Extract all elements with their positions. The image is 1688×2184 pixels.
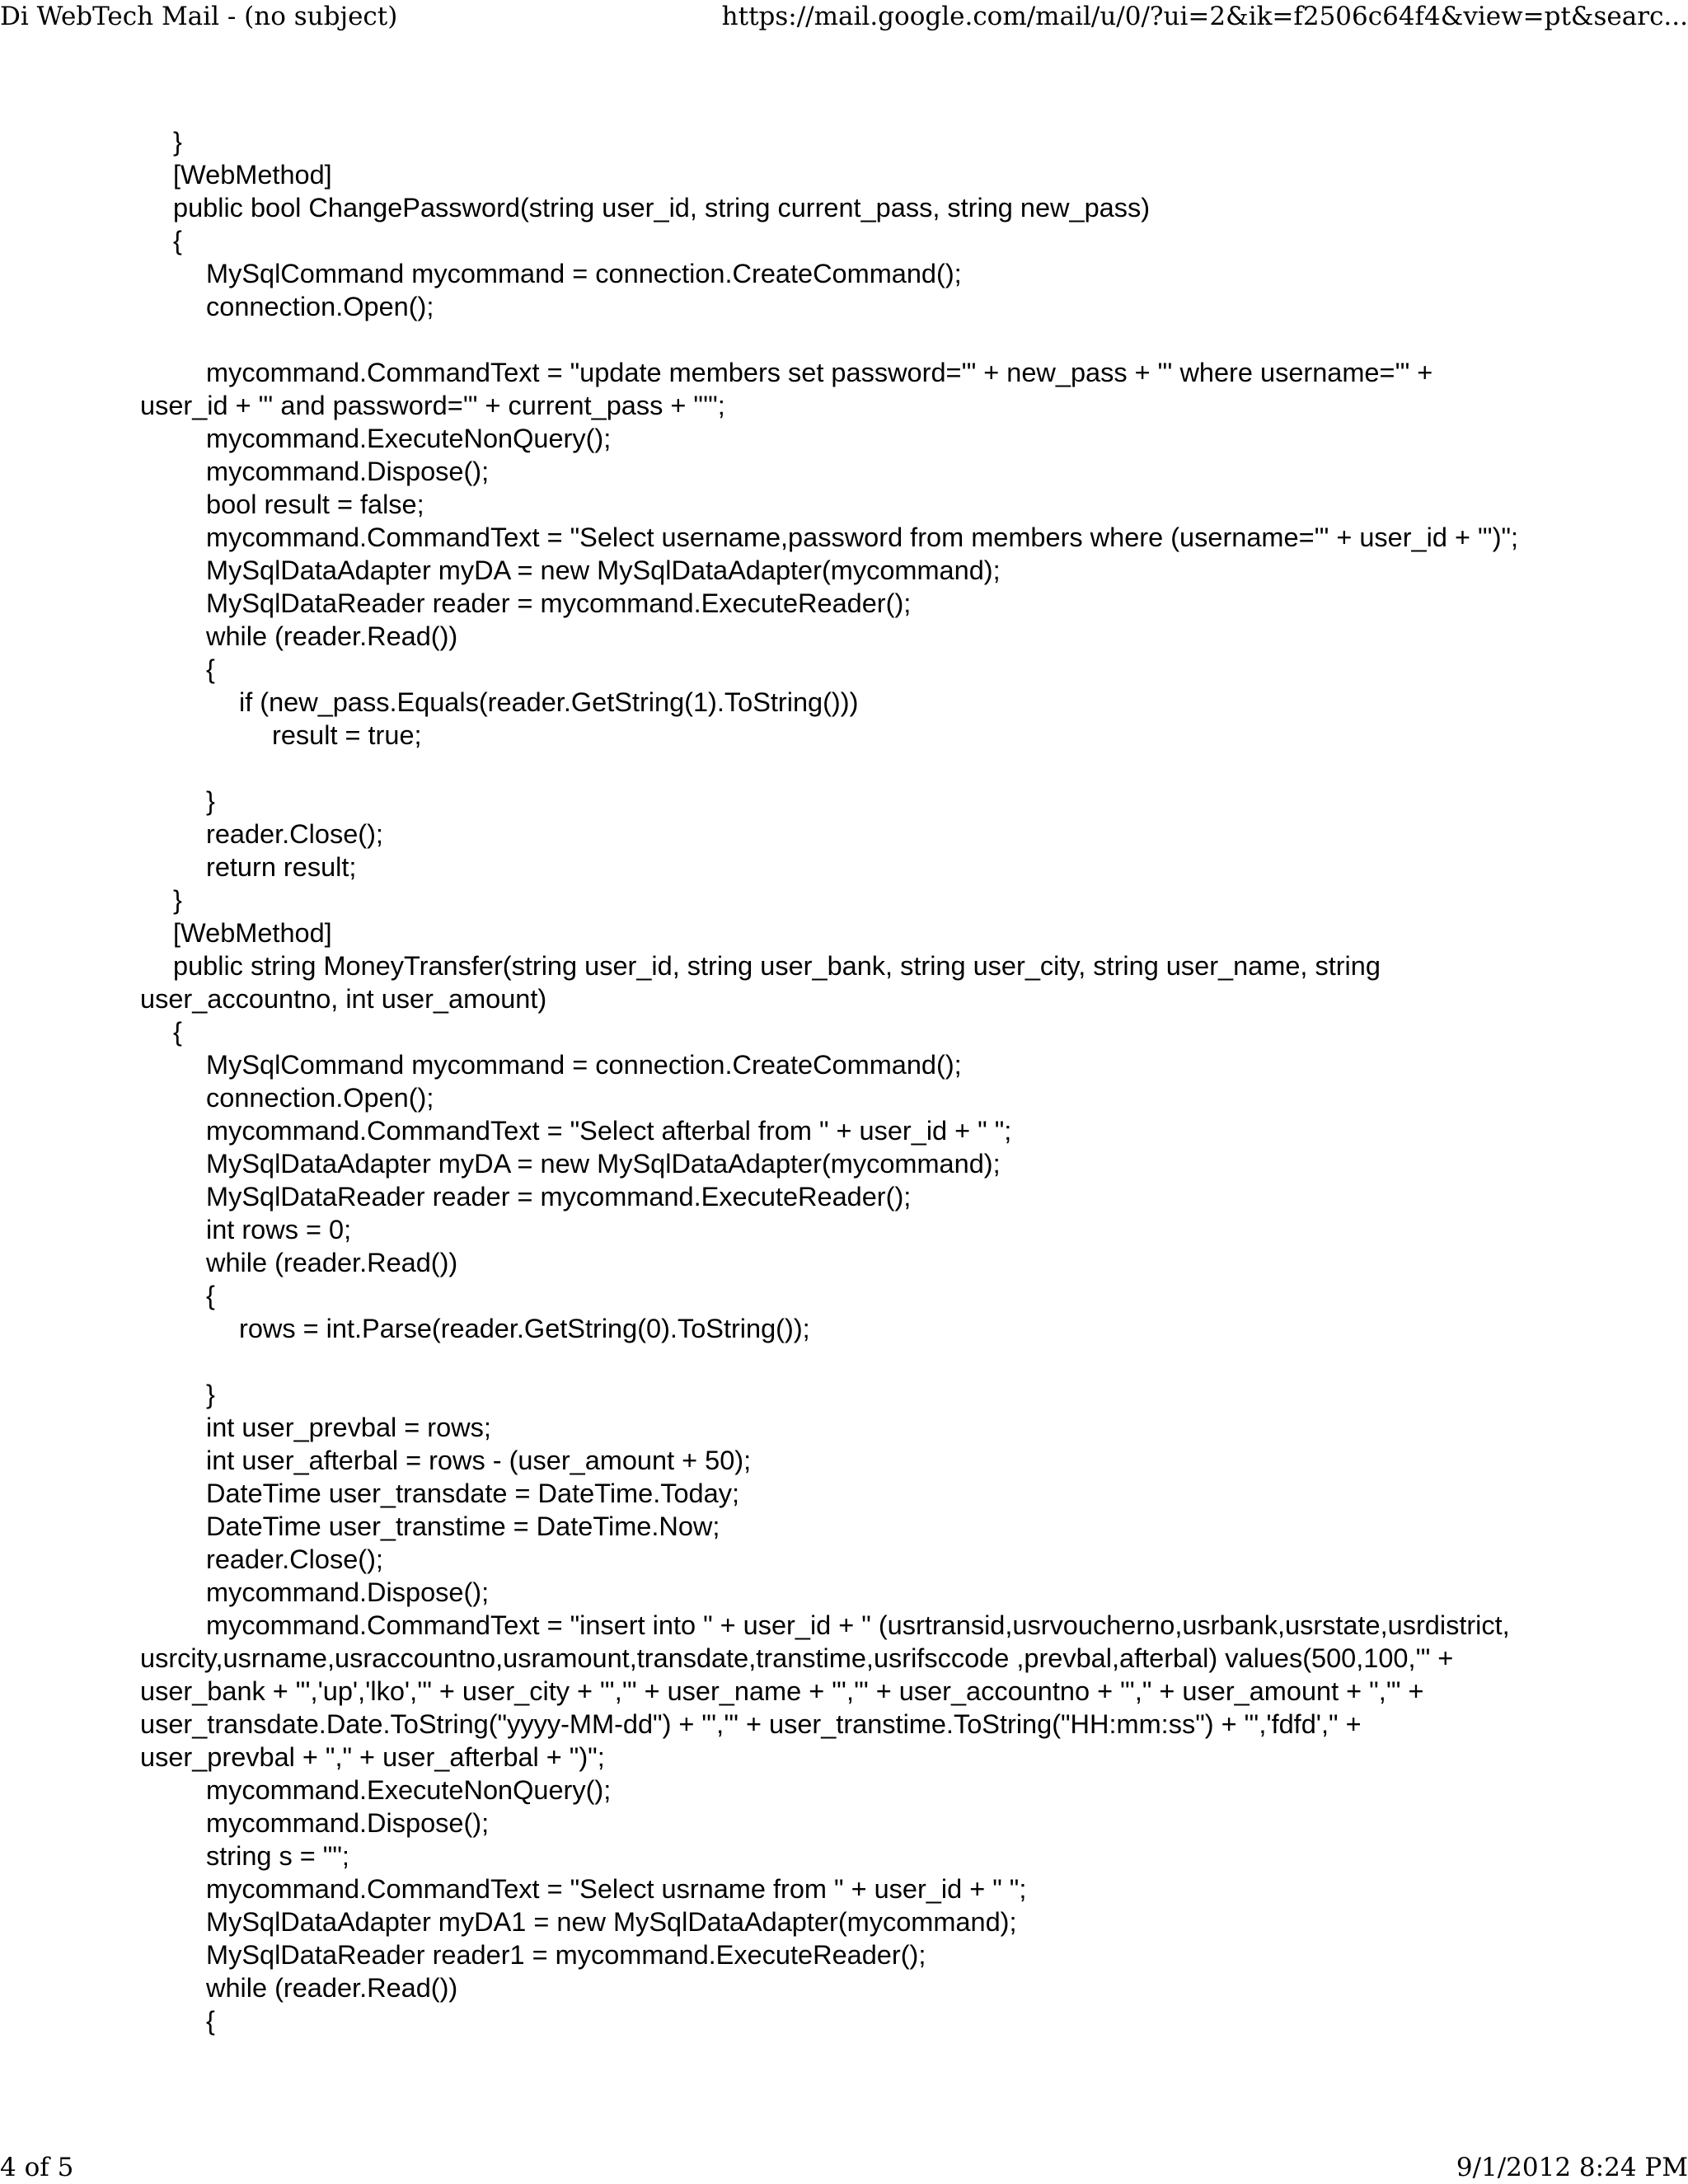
code-line: usrcity,usrname,usraccountno,usramount,transdate,transtime,usrifsccode ,prevbal,afterbal) values(500,100,'" + [140,1643,1454,1673]
code-line: mycommand.ExecuteNonQuery(); [206,424,612,453]
code-line: bool result = false; [206,490,424,519]
code-line: mycommand.CommandText = "Select usrname from " + user_id + " "; [206,1874,1027,1904]
page-number: 4 of 5 [0,2153,74,2182]
code-line: public string MoneyTransfer(string user_id, string user_bank, string user_city, string user_name, string [173,951,1381,981]
code-line: MySqlCommand mycommand = connection.CreateCommand(); [206,259,962,288]
code-line: result = true; [272,720,422,750]
code-line: } [206,1380,215,1409]
code-line: user_transdate.Date.ToString("yyyy-MM-dd") + "','" + user_transtime.ToString("HH:mm:ss") + "','fdfd'," + [140,1709,1362,1739]
code-line: reader.Close(); [206,819,383,849]
code-line: int user_prevbal = rows; [206,1413,491,1442]
code-line: MySqlDataAdapter myDA1 = new MySqlDataAdapter(mycommand); [206,1907,1017,1937]
code-line: while (reader.Read()) [206,621,458,651]
code-line: MySqlDataReader reader = mycommand.ExecuteReader(); [206,588,912,618]
code-line [140,752,1673,785]
code-line: int user_afterbal = rows - (user_amount + 50); [206,1446,752,1475]
code-line: while (reader.Read()) [206,1973,458,2003]
code-line: } [173,127,182,157]
code-line: [WebMethod] [173,160,332,190]
code-line: MySqlCommand mycommand = connection.CreateCommand(); [206,1050,962,1080]
code-line: rows = int.Parse(reader.GetString(0).ToString()); [239,1314,810,1343]
code-line: user_prevbal + "," + user_afterbal + ")"; [140,1742,605,1772]
page-header-url: https://mail.google.com/mail/u/0/?ui=2&ik=f2506c64f4&view=pt&searc... [721,2,1688,31]
code-line: string s = ""; [206,1841,349,1871]
code-line: { [173,1017,182,1047]
code-line: DateTime user_transtime = DateTime.Now; [206,1511,720,1541]
code-line: user_accountno, int user_amount) [140,984,547,1014]
code-line: int rows = 0; [206,1215,352,1244]
code-line [140,323,1673,356]
code-line: mycommand.ExecuteNonQuery(); [206,1775,612,1805]
code-line: { [173,226,182,255]
code-line [140,1345,1673,1378]
code-line: connection.Open(); [206,1083,434,1113]
print-timestamp: 9/1/2012 8:24 PM [1456,2153,1688,2182]
code-line: MySqlDataReader reader1 = mycommand.ExecuteReader(); [206,1940,926,1970]
code-line: mycommand.CommandText = "update members set password='" + new_pass + "' where username='" + [206,358,1433,387]
code-line: connection.Open(); [206,292,434,321]
code-listing [140,125,1673,2037]
code-line: while (reader.Read()) [206,1248,458,1277]
code-line: mycommand.CommandText = "Select afterbal from " + user_id + " "; [206,1116,1012,1146]
code-line: mycommand.Dispose(); [206,1577,490,1607]
code-line: MySqlDataReader reader = mycommand.ExecuteReader(); [206,1182,912,1212]
code-line: DateTime user_transdate = DateTime.Today; [206,1479,739,1508]
code-line: { [206,654,215,684]
code-line: user_bank + "','up','lko','" + user_city + "','" + user_name + "','" + user_accountno + "'," + user_amount + ",'" + [140,1676,1424,1706]
code-line: return result; [206,852,357,882]
code-line: public bool ChangePassword(string user_id, string current_pass, string new_pass) [173,193,1151,223]
code-line: mycommand.CommandText = "insert into " + user_id + " (usrtransid,usrvoucherno,usrbank,usrstate,usrdistrict, [206,1610,1510,1640]
code-line: { [206,2006,215,2036]
code-line: { [206,1281,215,1310]
code-line: mycommand.Dispose(); [206,1808,490,1838]
code-line: MySqlDataAdapter myDA = new MySqlDataAdapter(mycommand); [206,1149,1001,1179]
page-header-title: Di WebTech Mail - (no subject) [0,2,398,31]
code-line: MySqlDataAdapter myDA = new MySqlDataAdapter(mycommand); [206,555,1001,585]
code-line: user_id + "' and password='" + current_pass + "'"; [140,391,725,420]
code-line: mycommand.CommandText = "Select username,password from members where (username='" + user_id + "')"; [206,523,1519,552]
code-line: } [206,786,215,816]
code-line: } [173,885,182,915]
code-line: mycommand.Dispose(); [206,457,490,486]
code-line: if (new_pass.Equals(reader.GetString(1).ToString())) [239,687,859,717]
code-line: [WebMethod] [173,918,332,948]
code-line: reader.Close(); [206,1544,383,1574]
